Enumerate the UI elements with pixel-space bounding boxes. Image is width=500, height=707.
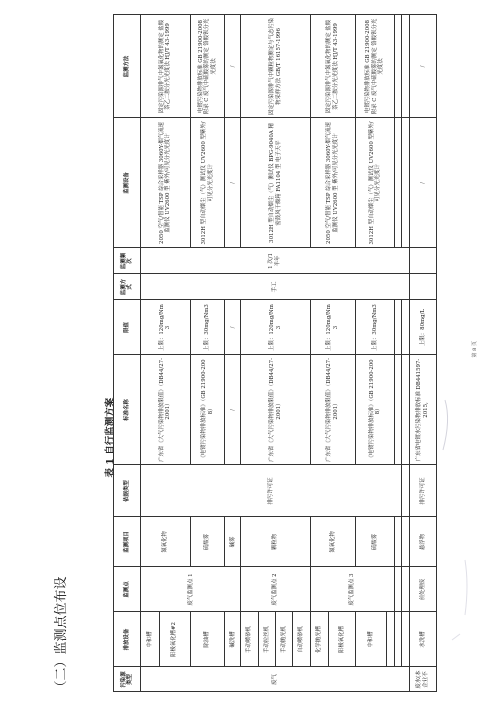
table-row [402,15,409,692]
monitoring-item-cell: 氮氧化物 [141,517,191,567]
section-heading: （二）监测点位布设 [54,575,69,693]
equipment-cell: 中和槽 [356,612,387,667]
monitoring-item-cell: 硫酸雾 [190,517,225,567]
equipment-cell [387,612,394,667]
basis-type-cell: 排污许可证 [409,465,436,517]
monitoring-frequency-cell [409,248,436,274]
equipment-cell: 阳极氧化槽 [329,612,356,667]
col-header: 监测设备 [114,118,141,248]
method-cell: 电镀污染物排放标准 GB 21900-2008 附录 C 废气中硫酸雾的测定 铬酸钡分光光度法 [190,15,225,118]
col-header: 监测点 [114,567,141,612]
standard-name-cell: 《电镀污染物排放标准》（GB 21900-2008） [190,355,225,465]
monitoring-item-cell: 氮氧化物 [310,517,356,567]
col-header: 标准名称 [114,355,141,465]
method-cell: 电镀污染物排放标准 GB 21900-2008 附录 C 废气中硫酸雾的测定 铬酸钡分光光度法 [356,15,394,118]
equipment-cell: 手动拉丝机 [258,612,275,667]
table-row [310,15,329,692]
source-type-cell: 废气 [141,667,409,692]
equipment-cell [402,612,409,667]
empty-cell: / [225,300,241,355]
empty-cell: / [225,355,241,465]
table-header-row [114,15,141,692]
equipment-cell: 阳极氧化槽#2 [159,612,190,667]
standard-name-cell: 广东省电镀水污染物排放标准 DB441597-2015, [409,355,436,465]
monitoring-item-cell: 颗粒物 [241,517,310,567]
device-cell [394,118,401,248]
device-cell: 3012H 型自动烟尘（气）测试仪 UV2600 型紫外/可见分光光度计 [356,118,394,248]
device-cell [402,118,409,248]
device-cell: 2050 空气/智能 TSP 综合采样器 3060Y-烟气流速监测仪 UV2600 型 紫外/可见分光光度计 [141,118,191,248]
monitoring-plan-table [113,14,437,692]
empty-cell: / [409,118,436,248]
col-header: 监测方法 [114,15,141,118]
standard-name-cell: 广东省《大气污染物排放限值》（DB44/27-2001） [310,355,356,465]
table-row [409,15,436,692]
equipment-cell: 自动喷砂机 [293,612,310,667]
standard-name-cell: 《电镀污染物排放标准》（GB 21900-2008） [356,355,394,465]
equipment-cell [394,612,401,667]
monitoring-point-cell [394,567,401,612]
col-header: 限值 [114,300,141,355]
monitoring-point-cell: 废气监测点 3 [310,567,394,612]
table-caption: 表 1 自行监测方案 [105,397,116,477]
monitoring-item-cell: 硫酸雾 [356,517,394,567]
equipment-cell: 手动抛光机 [276,612,293,667]
basis-type-cell [402,465,409,517]
empty-cell: / [225,15,241,118]
empty-cell: / [225,118,241,248]
monitoring-point-cell: 废气监测点 2 [241,567,310,612]
monitoring-mode-cell [409,274,436,300]
device-cell: 2050 空气/智能 TSP 综合采样器 3060Y-烟气流速监测仪 UV2600 型 紫外/可见分光光度计 [310,118,356,248]
limit-cell: 上限：80mg/L [409,300,436,355]
standard-name-cell: 广东省《大气污染物排放限值》（DB44/27-2001） [141,355,191,465]
col-header: 依据类型 [114,465,141,517]
limit-cell [402,300,409,355]
monitoring-point-cell: 前处理废 [409,567,436,612]
method-cell: 固定污染源排气中氮氧化物的测定 盐酸萘乙二胺分光光度法 HJ/T 43-1999 [141,15,191,118]
limit-cell: 上限：30mg/Nm3 [190,300,225,355]
standard-name-cell: 广东省《大气污染物排放限值》（DB44/27-2001） [241,355,310,465]
device-cell: 3012H 型自动烟尘（气）测试仪 BPG-9040A 精密鼓风干燥箱 FA1104 型 电子天平 [241,118,310,248]
source-type-cell: 废水(本企业不 [409,667,436,692]
col-header: 监测频次 [114,248,141,274]
monitoring-point-cell [402,567,409,612]
limit-cell: 上限：120mg/Nm3 [241,300,310,355]
method-cell: 固定污染源排气中氮氧化物的测定 盐酸萘乙二胺分光光度法 HJ/T 43-1999 [310,15,356,118]
monitoring-item-cell [394,517,401,567]
monitoring-item-cell: 悬浮物 [409,517,436,567]
monitoring-frequency-cell: 1 次/1 半年 [141,248,409,274]
limit-cell: 上限：30mg/Nm3 [356,300,394,355]
table-row [241,15,258,692]
monitoring-mode-cell: 手工 [141,274,409,300]
equipment-cell: 化学抛光槽 [310,612,329,667]
basis-type-cell: 排污许可证 [141,465,402,517]
standard-name-cell [402,355,409,465]
limit-cell: 上限：120mg/Nm3 [141,300,191,355]
col-header: 排放设备 [114,612,141,667]
col-header: 污染源类型 [114,667,141,692]
standard-name-cell [394,355,401,465]
method-cell [394,15,401,118]
monitoring-item-cell [402,517,409,567]
limit-cell: 上限：120mg/Nm3 [310,300,356,355]
equipment-cell: 除油槽 [190,612,225,667]
method-cell [402,15,409,118]
col-header: 监测方式 [114,274,141,300]
monitoring-point-cell: 废气监测点 1 [141,567,241,612]
monitoring-item-cell: 碱雾 [225,517,241,567]
equipment-cell: 碱洗槽 [225,612,241,667]
table-row [394,15,401,692]
equipment-cell: 手动喷砂机 [241,612,258,667]
method-cell: 固定污染源排气中颗粒物测定与气态污染物采样方法 GB/T 16157-1996 [241,15,310,118]
equipment-cell: 水洗槽 [409,612,436,667]
limit-cell [394,300,401,355]
table-row [141,15,160,692]
empty-cell: / [409,15,436,118]
equipment-cell: 中和槽 [141,612,160,667]
page-footer: 第 8 页 [472,340,478,357]
device-cell: 3012H 型自动烟尘（气）测试仪 UV2600 型紫外/可见分光光度计 [190,118,225,248]
col-header: 监测项目 [114,517,141,567]
